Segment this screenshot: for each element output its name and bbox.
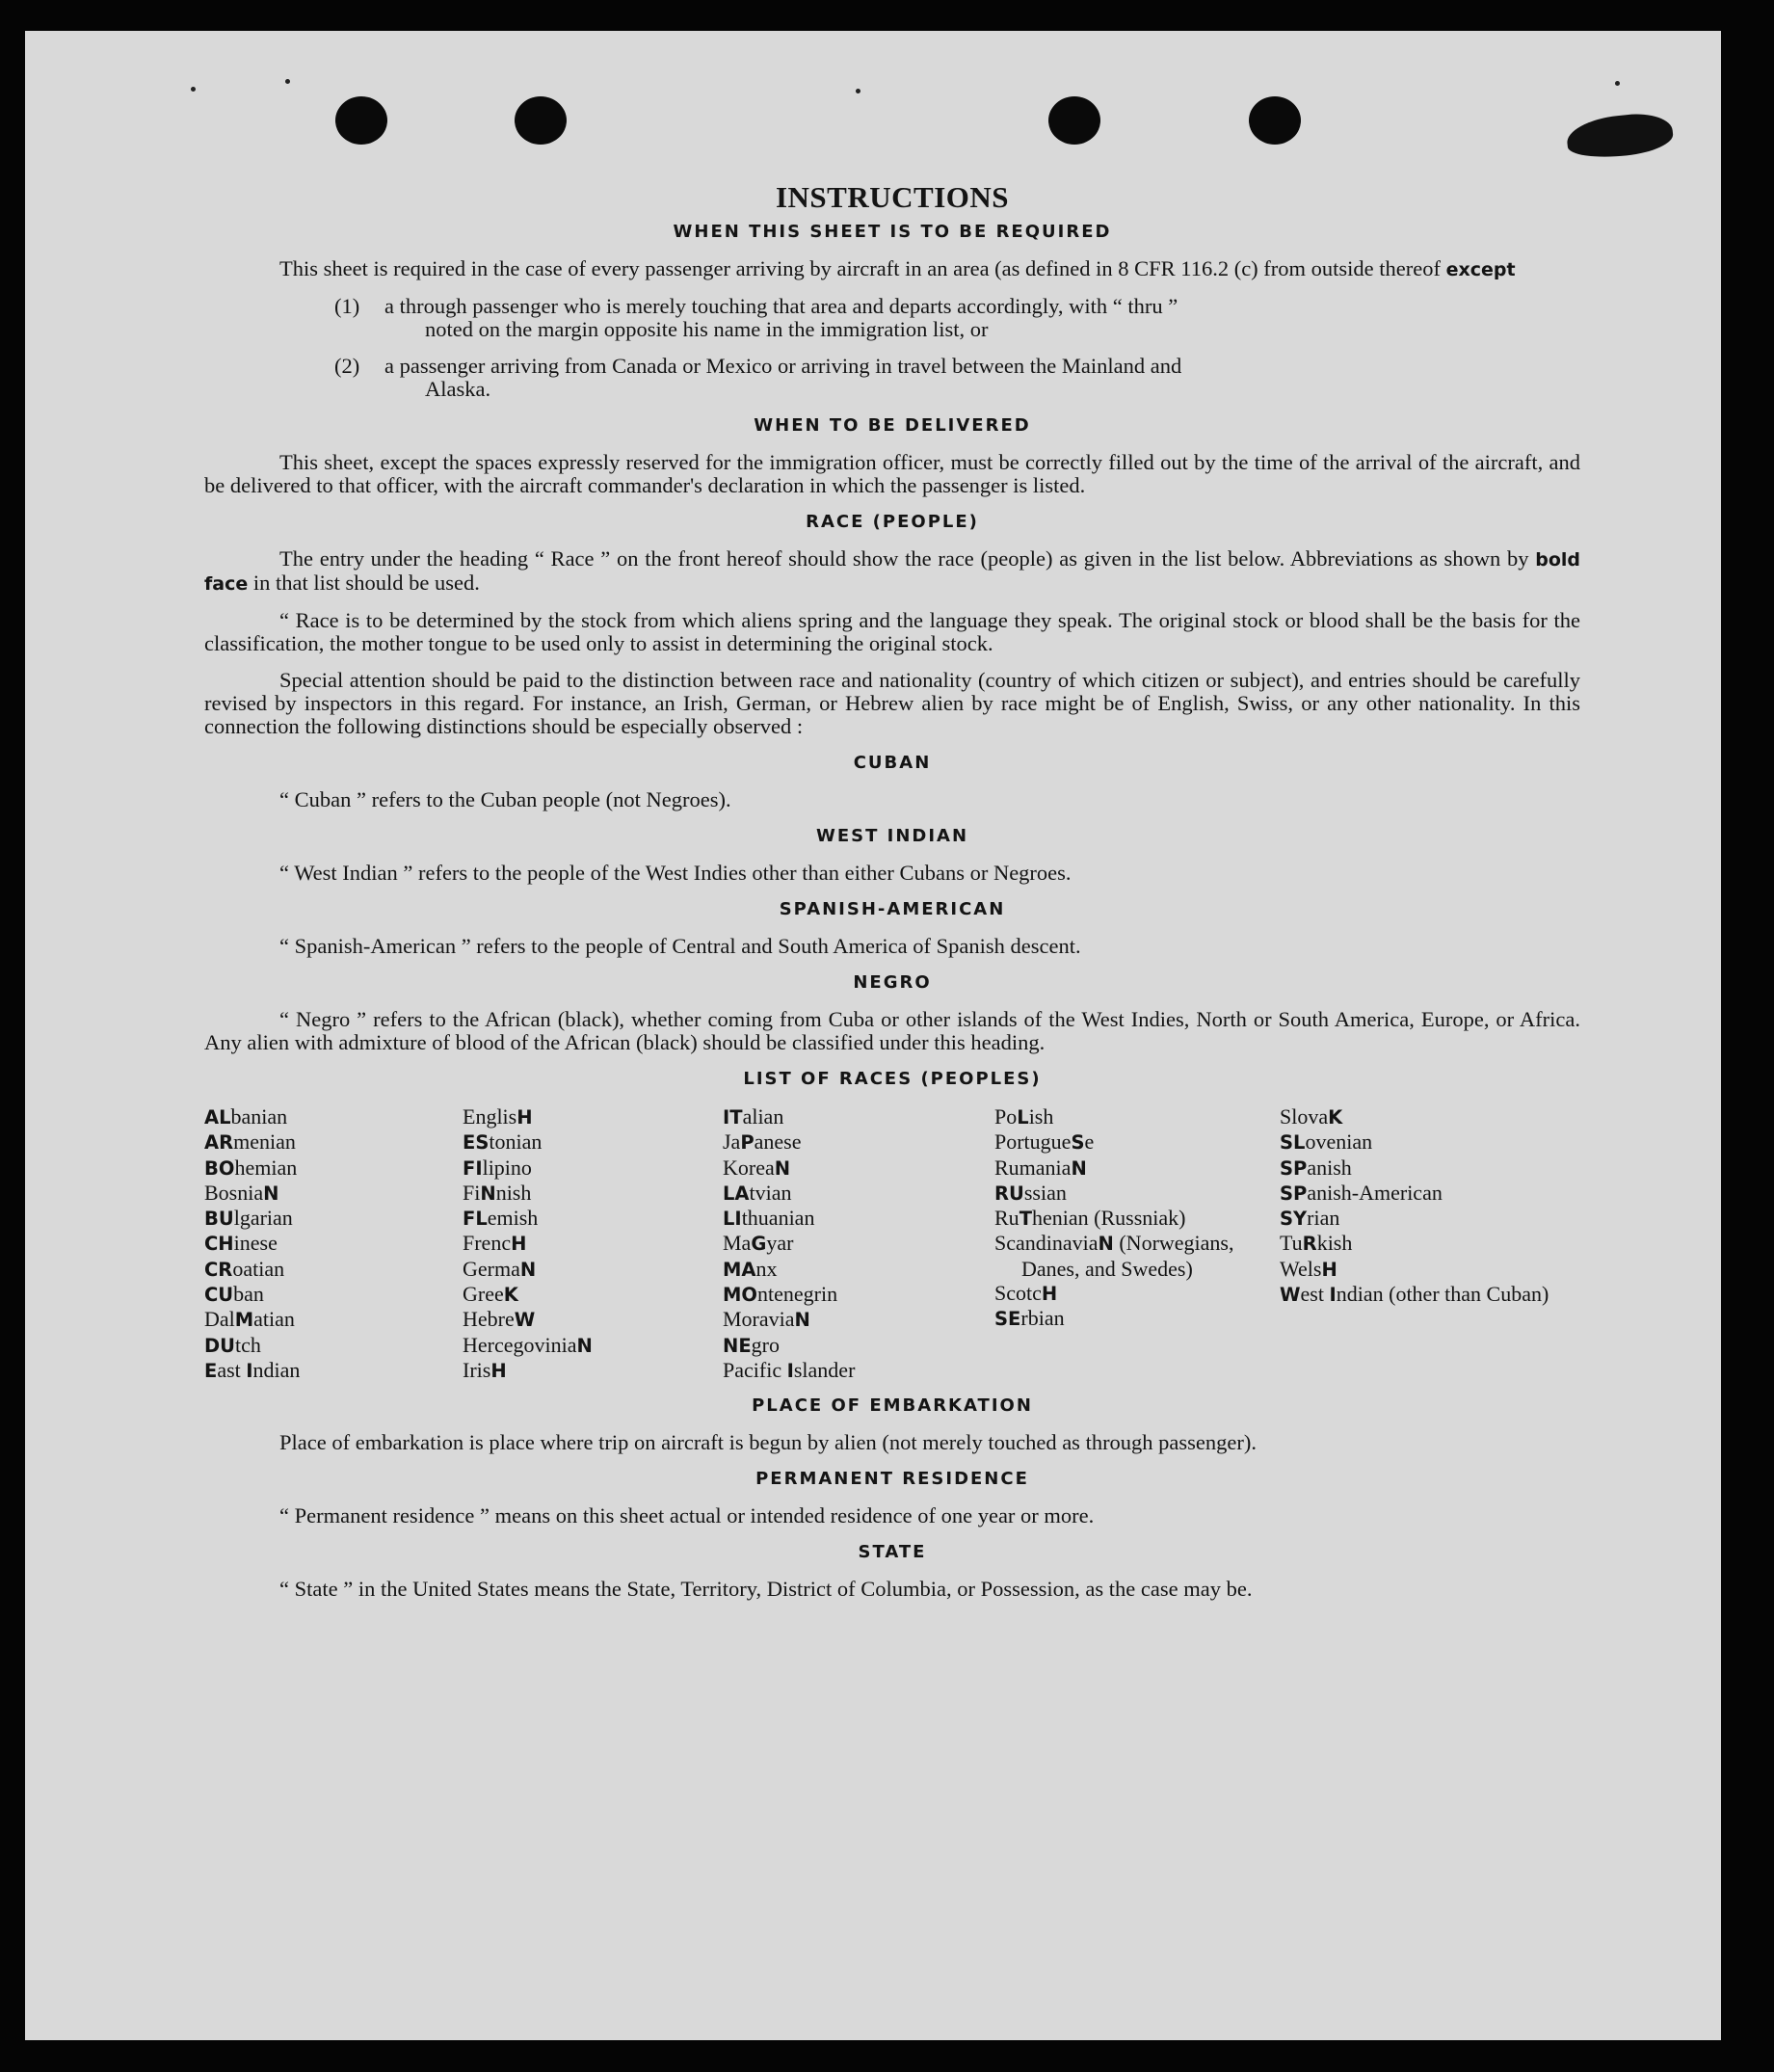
races-list [204,1104,1580,1383]
punch-hole [335,96,387,145]
races-column [994,1104,1280,1383]
paragraph-delivered: This sheet, except the spaces expressly reserved for the immigration officer, must be correctly filled out by the time of the arrival of the aircraft, and be delivered to that officer, with the aircraft commander's declaration in which the passenger is listed. [204,450,1580,497]
race-entry: RumaniaN [994,1155,1087,1180]
race-entry: PortugueSe [994,1129,1095,1155]
race-entry: ScotcH [994,1281,1058,1306]
heading-list-of-races: LIST OF RACES (PEOPLES) [743,1069,1042,1089]
race-entry: JaPanese [723,1129,802,1155]
races-column [463,1104,723,1383]
race-entry: SPanish-American [1280,1180,1443,1205]
race-entry: EnglisH [463,1104,533,1129]
race-entry: GreeK [463,1282,518,1307]
heading-required: WHEN THIS SHEET IS TO BE REQUIRED [673,222,1112,242]
race-entry: ALbanian [204,1104,288,1129]
race-entry: GermaN [463,1256,537,1281]
race-entry: FrencH [463,1231,527,1256]
race-entry: BosniaN [204,1180,279,1205]
speck [1615,81,1620,86]
race-entry: SYrian [1280,1206,1340,1231]
races-column [204,1104,463,1383]
paragraph-state: “ State ” in the United States means the State, Territory, District of Columbia, or Possession, as the case may be. [279,1577,1253,1602]
list-item [204,355,1580,401]
race-entry: ARmenian [204,1129,296,1155]
paragraph-spanish-american: “ Spanish-American ” refers to the people of Central and South America of Spanish descent. [279,934,1081,958]
race-entry: East Indian [204,1357,301,1382]
race-entry: MoraviaN [723,1307,810,1332]
document-sheet [25,31,1721,2040]
race-entry: ScandinaviaN (Norwegians, Danes, and Swedes) [994,1231,1234,1281]
heading-spanish-american: SPANISH-AMERICAN [779,899,1006,919]
race-entry: West Indian (other than Cuban) [1280,1282,1549,1307]
paragraph-race-2: “ Race is to be determined by the stock from which aliens spring and the language they speak. The original stock or blood shall be the basis for the classification, the mother tongue to be used only to assist in determining the original stock. [204,608,1580,655]
race-entry: EStonian [463,1129,543,1155]
race-entry: CUban [204,1282,264,1307]
punch-hole [1249,96,1301,145]
race-entry: CRoatian [204,1256,285,1281]
races-column [1280,1104,1569,1383]
race-entry: FIlipino [463,1155,532,1180]
heading-cuban: CUBAN [853,753,932,773]
race-entry: FLemish [463,1206,539,1231]
speck [856,89,861,93]
race-entry: SLovenian [1280,1129,1373,1155]
heading-permanent-residence: PERMANENT RESIDENCE [755,1469,1029,1490]
speck [285,79,290,84]
race-entry: Pacific Islander [723,1357,856,1382]
heading-race: RACE (PEOPLE) [806,512,979,532]
race-entry: DalMatian [204,1307,295,1332]
paragraph-race-3: Special attention should be paid to the distinction between race and nationality (country of which citizen or subject), and entries should be carefully revised by inspectors in this regard. For instance, an Irish, German, or Hebrew alien by race might be of English, Swiss, or any other nationality. In this connection the following distinctions should be especially observed : [204,668,1580,738]
race-entry: TuRkish [1280,1231,1353,1256]
paragraph-cuban: “ Cuban ” refers to the Cuban people (not Negroes). [279,787,731,811]
race-entry: FiNnish [463,1180,532,1205]
instructions-content [204,151,1580,1614]
heading-west-indian: WEST INDIAN [815,826,969,846]
race-entry: MaGyar [723,1231,794,1256]
race-entry: SlovaK [1280,1104,1343,1129]
page-title: INSTRUCTIONS [775,180,1009,214]
heading-state: STATE [858,1542,927,1563]
race-entry: SPanish [1280,1155,1352,1180]
race-entry: DUtch [204,1332,261,1357]
race-entry: WelsH [1280,1256,1337,1281]
race-entry: PoLish [994,1104,1054,1129]
list-item [204,295,1580,341]
paragraph-embarkation: Place of embarkation is place where trip on aircraft is begun by alien (not merely touched as through passenger). [279,1430,1258,1455]
race-entry: KoreaN [723,1155,791,1180]
item-number: (1) [334,294,360,318]
heading-negro: NEGRO [853,972,932,993]
heading-embarkation: PLACE OF EMBARKATION [752,1395,1033,1417]
race-entry: CHinese [204,1231,278,1256]
races-column [723,1104,994,1383]
punch-hole [515,96,567,145]
item-number: (2) [334,354,360,378]
ink-blot [1565,110,1675,161]
race-entry: LIthuanian [723,1206,815,1231]
race-entry: LAtvian [723,1180,792,1205]
race-entry: HercegoviniaN [463,1332,593,1357]
speck [191,87,196,92]
race-entry: HebreW [463,1307,536,1332]
item-text: a through passenger who is merely touching that area and departs accordingly, with “ thru ” noted on the margin opposite his name in the immigration list, or [384,294,1178,341]
heading-delivered: WHEN TO BE DELIVERED [754,415,1031,436]
race-entry: SErbian [994,1306,1065,1331]
race-entry: BOhemian [204,1155,298,1180]
race-entry: MOntenegrin [723,1282,838,1307]
race-entry: ITalian [723,1104,784,1129]
paragraph-negro: “ Negro ” refers to the African (black), whether coming from Cuba or other islands of the West Indies, North or South America, Europe, or Africa. Any alien with admixture of blood of the African (black) should be classified under this heading. [204,1007,1580,1054]
race-entry: RUssian [994,1180,1067,1205]
item-text: a passenger arriving from Canada or Mexico or arriving in travel between the Mainland and Alaska. [384,354,1182,401]
race-entry: IrisH [463,1357,507,1382]
bold-except: except [1445,259,1516,280]
paragraph-permanent-residence: “ Permanent residence ” means on this sheet actual or intended residence of one year or more. [279,1503,1095,1528]
punch-hole [1048,96,1100,145]
paragraph-race-1: The entry under the heading “ Race ” on the front hereof should show the race (people) as given in the list below. Abbreviations as shown by bold face in that list should be used. [204,546,1580,595]
paragraph-required: This sheet is required in the case of every passenger arriving by aircraft in an area (as defined in 8 CFR 116.2 (c) from outside thereof except [279,256,1516,280]
race-entry: RuThenian (Russniak) [994,1206,1186,1231]
paragraph-west-indian: “ West Indian ” refers to the people of the West Indies other than either Cubans or Negroes. [279,861,1072,885]
bold-face-text: bold face [204,549,1580,595]
race-entry: MAnx [723,1256,778,1281]
race-entry: NEgro [723,1332,780,1357]
race-entry: BUlgarian [204,1206,293,1231]
